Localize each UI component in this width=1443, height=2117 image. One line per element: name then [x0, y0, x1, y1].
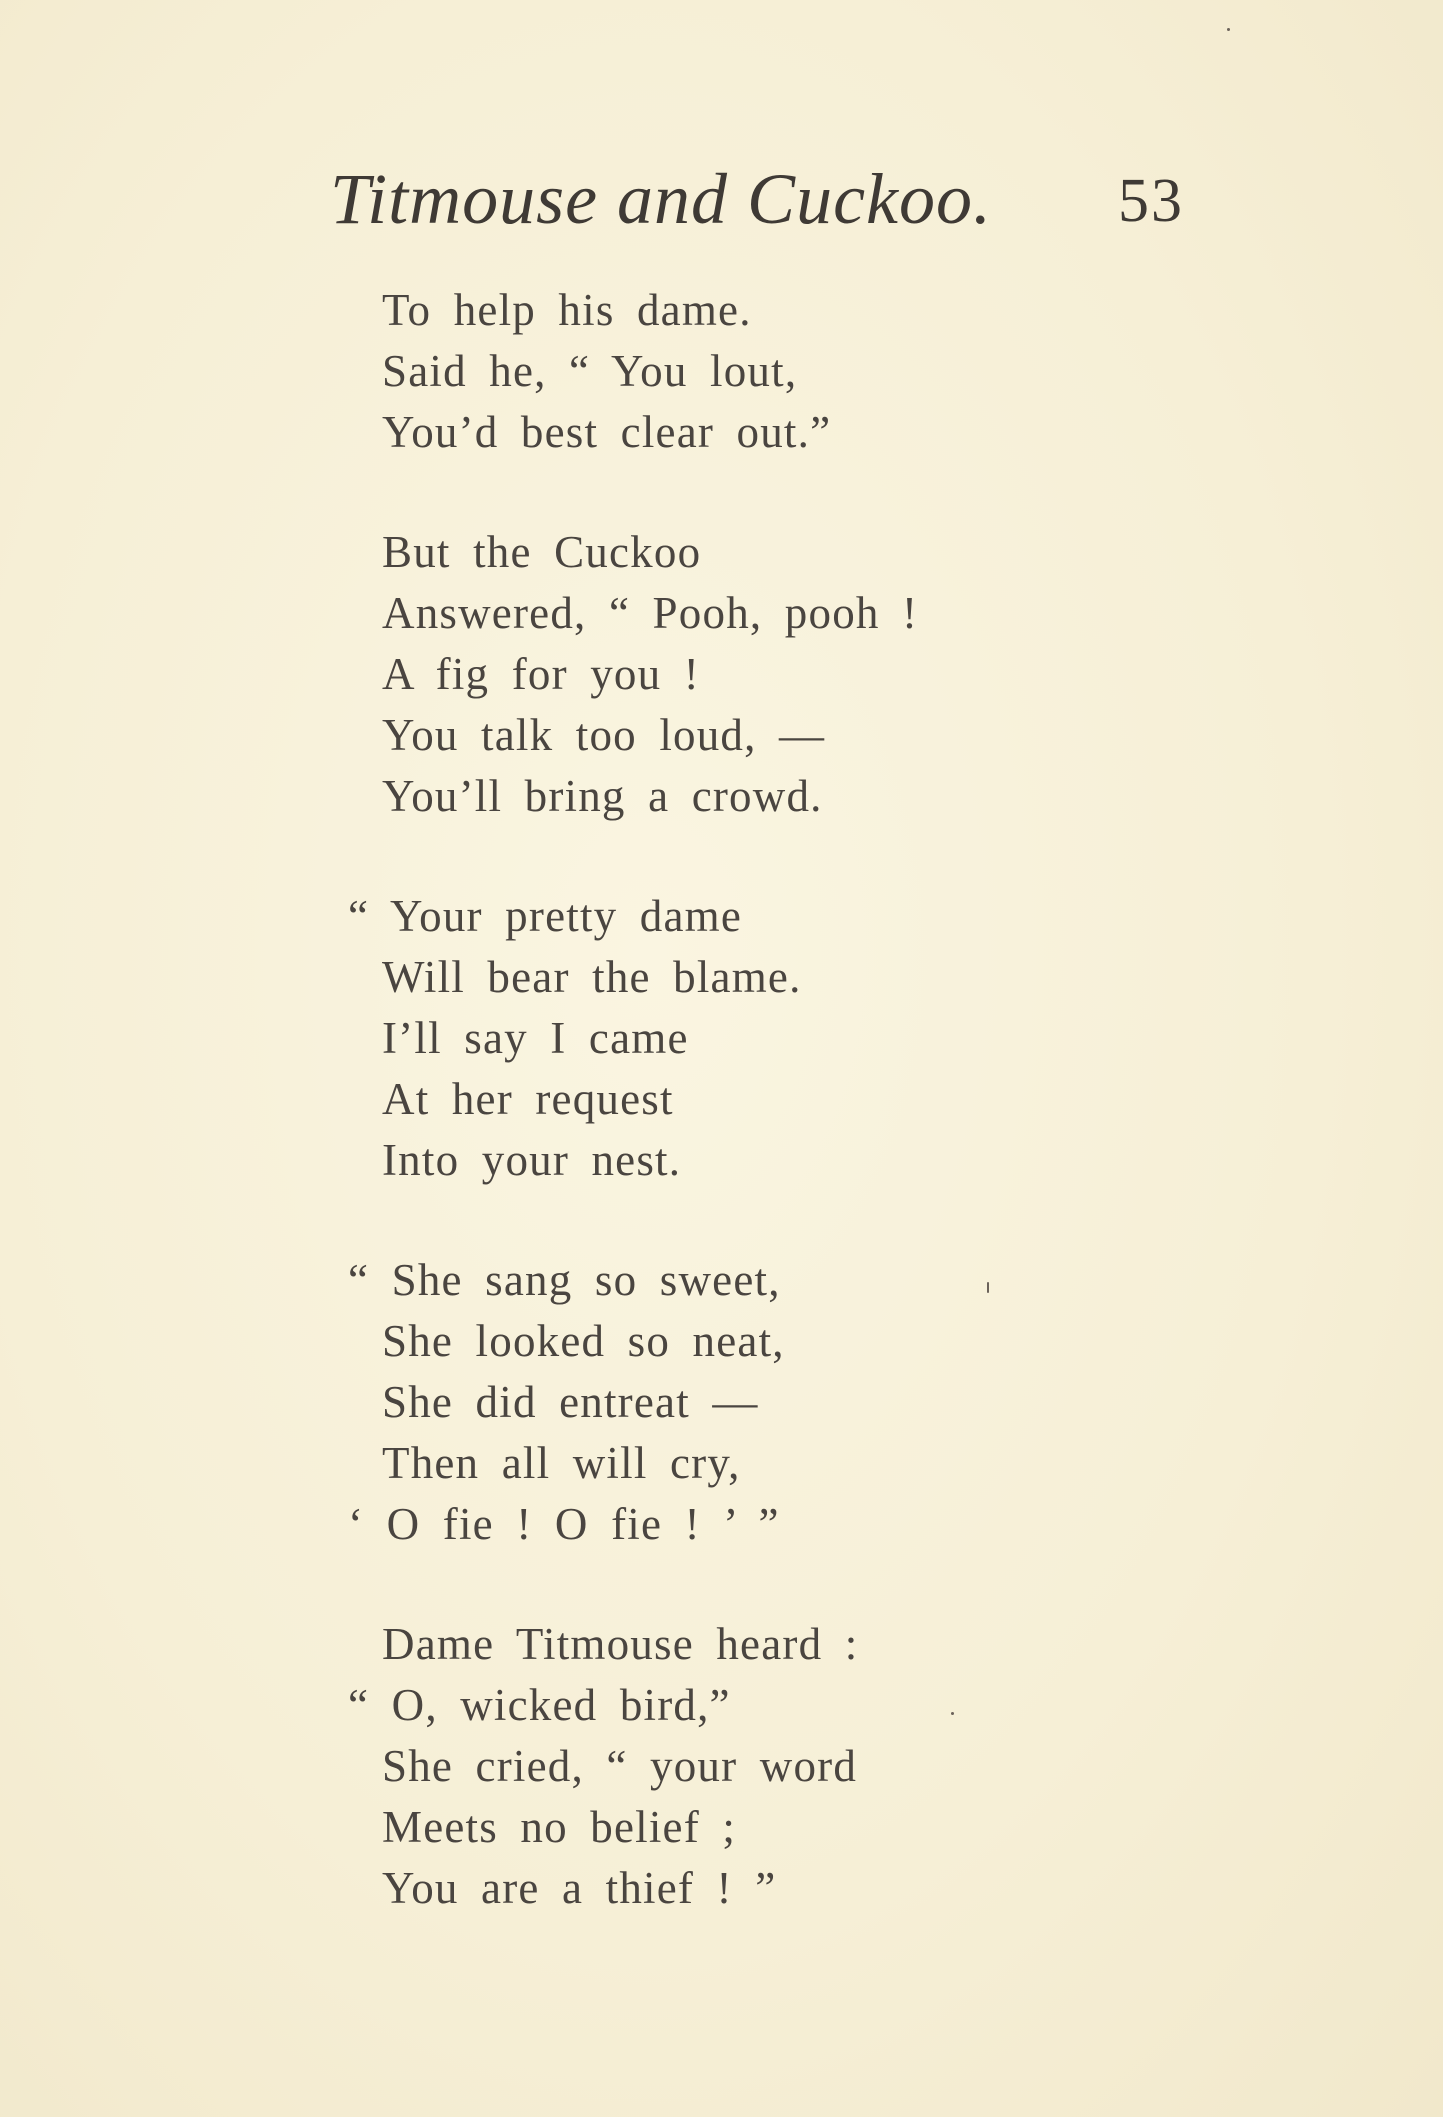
poem-line: “ Your pretty dame — [348, 891, 743, 941]
poem-line: She looked so neat, — [382, 1316, 785, 1366]
poem-line: To help his dame. — [382, 285, 752, 335]
poem-line: Dame Titmouse heard : — [382, 1619, 859, 1669]
poem-line: Said he, “ You lout, — [382, 346, 798, 396]
running-title: Titmouse and Cuckoo. — [330, 159, 992, 239]
poem-line: You’ll bring a crowd. — [382, 771, 823, 821]
paper-speck — [987, 1282, 989, 1293]
poem-line: Into your nest. — [382, 1135, 682, 1185]
paper-speck — [951, 1712, 954, 1715]
poem-line: A fig for you ! — [382, 649, 700, 699]
poem-line: Will bear the blame. — [382, 952, 802, 1002]
stanza — [382, 280, 1182, 463]
poem-line: You are a thief ! ” — [382, 1863, 777, 1913]
poem-line: Then all will cry, — [382, 1438, 741, 1488]
poem-line: She did entreat — — [382, 1377, 759, 1427]
poem-line: You’d best clear out.” — [382, 407, 832, 457]
poem-line: “ O, wicked bird,” — [348, 1680, 731, 1730]
page-number: 53 — [1118, 167, 1184, 235]
poem-line: At her request — [382, 1074, 674, 1124]
poem-line: I’ll say I came — [382, 1013, 689, 1063]
poem-line: Answered, “ Pooh, pooh ! — [382, 588, 919, 638]
poem-line: But the Cuckoo — [382, 527, 702, 577]
poem-line: You talk too loud, — — [382, 710, 826, 760]
stanza — [348, 1250, 1182, 1555]
page-header — [330, 158, 1190, 248]
stanza — [348, 886, 1182, 1191]
paper-speck — [1227, 28, 1230, 31]
poem-line: Meets no belief ; — [382, 1802, 737, 1852]
poem-line: ‘ O fie ! O fie ! ’ ” — [348, 1499, 780, 1549]
poem — [348, 280, 1182, 1978]
stanza — [382, 522, 1182, 827]
stanza — [348, 1614, 1182, 1919]
poem-line: “ She sang so sweet, — [348, 1255, 781, 1305]
poem-line: She cried, “ your word — [382, 1741, 858, 1791]
